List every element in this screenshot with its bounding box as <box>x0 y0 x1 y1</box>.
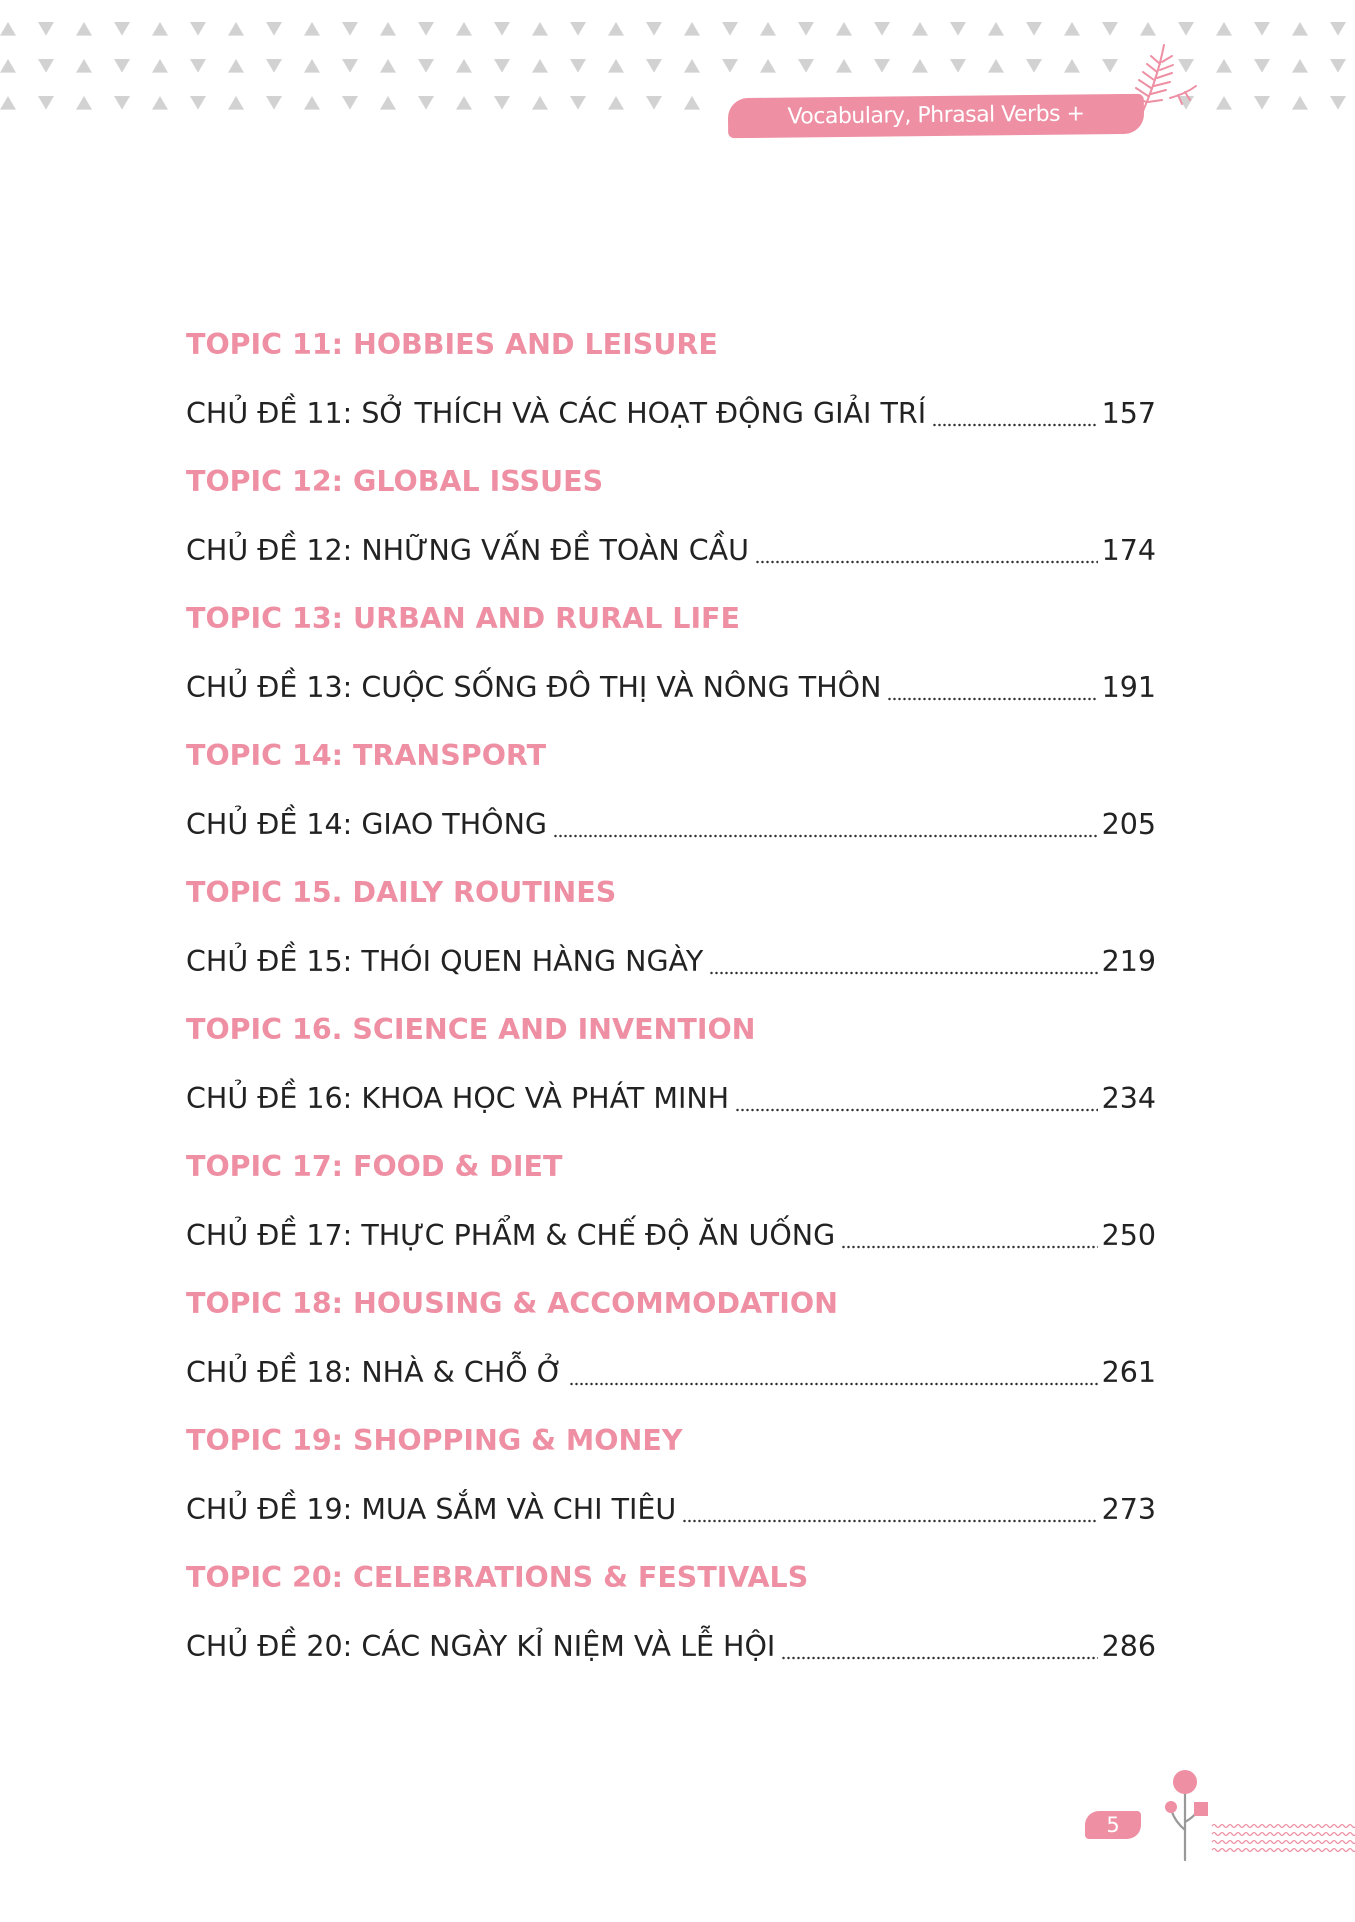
triangle-up-shape <box>684 96 700 110</box>
triangle-down-shape <box>38 96 54 110</box>
triangle-down-shape <box>1026 22 1042 36</box>
triangle-down-shape <box>1026 59 1042 73</box>
toc-entry <box>186 1549 1156 1686</box>
chapter-title: CHỦ ĐỀ 11: SỞ THÍCH VÀ CÁC HOẠT ĐỘNG GIẢI TRÍ <box>186 397 927 430</box>
triangle-up-shape <box>608 22 624 36</box>
triangle-down-shape <box>342 96 358 110</box>
triangle-down-shape <box>798 59 814 73</box>
triangle-down-shape <box>1330 96 1346 110</box>
triangle-down-shape <box>342 22 358 36</box>
triangle-down-shape <box>114 22 130 36</box>
triangle-down-shape <box>722 22 738 36</box>
triangle-down-shape <box>798 22 814 36</box>
triangle-up-shape <box>456 22 472 36</box>
triangle-up-shape <box>988 59 1004 73</box>
toc-entry <box>186 864 1156 1001</box>
triangle-up-shape <box>532 22 548 36</box>
wave-line <box>1212 1825 1355 1828</box>
triangle-up-shape <box>0 96 16 110</box>
triangle-down-shape <box>190 96 206 110</box>
chapter-line <box>186 1196 1156 1275</box>
chapter-title: CHỦ ĐỀ 15: THÓI QUEN HÀNG NGÀY <box>186 945 704 978</box>
wave-line <box>1212 1833 1355 1836</box>
triangle-up-shape <box>228 96 244 110</box>
header-banner <box>728 94 1144 169</box>
chapter-line <box>186 922 1156 1001</box>
triangle-down-shape <box>418 59 434 73</box>
chapter-line <box>186 1470 1156 1549</box>
dot-leader <box>553 834 1098 838</box>
chapter-line <box>186 1333 1156 1412</box>
triangle-up-shape <box>760 59 776 73</box>
page-number: 261 <box>1101 1356 1156 1389</box>
triangle-up-shape <box>380 59 396 73</box>
triangle-up-shape <box>1292 22 1308 36</box>
triangle-down-shape <box>494 59 510 73</box>
triangle-up-shape <box>456 96 472 110</box>
dot-leader <box>841 1245 1097 1249</box>
chapter-line <box>186 648 1156 727</box>
triangle-down-shape <box>646 96 662 110</box>
chapter-title: CHỦ ĐỀ 14: GIAO THÔNG <box>186 808 547 841</box>
dot-leader <box>735 1108 1097 1112</box>
triangle-down-shape <box>38 22 54 36</box>
triangle-up-shape <box>988 22 1004 36</box>
toc-entry <box>186 1138 1156 1275</box>
triangle-up-shape <box>608 96 624 110</box>
triangle-down-shape <box>646 59 662 73</box>
chapter-line <box>186 1059 1156 1138</box>
page-number: 286 <box>1101 1630 1156 1663</box>
dot-leader <box>932 423 1097 427</box>
chapter-title: CHỦ ĐỀ 20: CÁC NGÀY KỈ NIỆM VÀ LỄ HỘI <box>186 1630 776 1663</box>
page-number: 205 <box>1101 808 1156 841</box>
triangle-down-shape <box>1330 22 1346 36</box>
page-number-badge: 5 <box>1085 1811 1141 1839</box>
triangle-up-shape <box>1064 59 1080 73</box>
chapter-title: CHỦ ĐỀ 19: MUA SẮM VÀ CHI TIÊU <box>186 1493 677 1526</box>
triangle-down-shape <box>38 59 54 73</box>
triangle-up-shape <box>76 22 92 36</box>
chapter-title: CHỦ ĐỀ 18: NHÀ & CHỖ Ở <box>186 1356 563 1389</box>
topic-heading: TOPIC 13: URBAN AND RURAL LIFE <box>186 602 740 635</box>
chapter-title: CHỦ ĐỀ 17: THỰC PHẨM & CHẾ ĐỘ ĂN UỐNG <box>186 1219 836 1252</box>
toc-entry <box>186 727 1156 864</box>
triangle-down-shape <box>494 96 510 110</box>
triangle-up-shape <box>76 96 92 110</box>
triangle-up-shape <box>1140 22 1156 36</box>
triangle-up-shape <box>0 22 16 36</box>
triangle-down-shape <box>266 96 282 110</box>
triangle-down-shape <box>722 59 738 73</box>
topic-heading: TOPIC 17: FOOD & DIET <box>186 1150 563 1183</box>
triangle-up-shape <box>684 22 700 36</box>
dot-leader <box>887 697 1097 701</box>
table-of-contents <box>186 316 1156 1686</box>
triangle-up-shape <box>304 22 320 36</box>
wave-line <box>1212 1841 1355 1844</box>
page-number: 219 <box>1101 945 1156 978</box>
chapter-title: CHỦ ĐỀ 13: CUỘC SỐNG ĐÔ THỊ VÀ NÔNG THÔN <box>186 671 882 704</box>
dot-leader <box>781 1656 1097 1660</box>
page-number: 157 <box>1101 397 1156 430</box>
triangle-up-shape <box>1216 96 1232 110</box>
chapter-title: CHỦ ĐỀ 16: KHOA HỌC VÀ PHÁT MINH <box>186 1082 730 1115</box>
triangle-up-shape <box>228 59 244 73</box>
triangle-down-shape <box>418 22 434 36</box>
triangle-down-shape <box>570 22 586 36</box>
tree-ornament-icon <box>1150 1760 1355 1870</box>
page-number: 174 <box>1101 534 1156 567</box>
triangle-down-shape <box>1254 22 1270 36</box>
page-number: 250 <box>1101 1219 1156 1252</box>
topic-heading: TOPIC 14: TRANSPORT <box>186 739 547 772</box>
chapter-line <box>186 374 1156 453</box>
triangle-down-shape <box>1178 22 1194 36</box>
triangle-down-shape <box>646 22 662 36</box>
triangle-up-shape <box>532 59 548 73</box>
dot-leader <box>709 971 1097 975</box>
triangle-down-shape <box>494 22 510 36</box>
triangle-up-shape <box>912 22 928 36</box>
topic-heading: TOPIC 15. DAILY ROUTINES <box>186 876 617 909</box>
running-header-text: Vocabulary, Phrasal Verbs + Collocations <box>787 101 1085 169</box>
dot-leader <box>682 1519 1097 1523</box>
triangle-down-shape <box>114 59 130 73</box>
triangle-down-shape <box>950 22 966 36</box>
triangle-up-shape <box>912 59 928 73</box>
triangle-up-shape <box>456 59 472 73</box>
dot-leader <box>755 560 1098 564</box>
triangle-up-shape <box>0 59 16 73</box>
triangle-down-shape <box>190 22 206 36</box>
triangle-down-shape <box>266 59 282 73</box>
toc-entry <box>186 590 1156 727</box>
triangle-down-shape <box>874 22 890 36</box>
triangle-up-shape <box>684 59 700 73</box>
triangle-up-shape <box>1216 22 1232 36</box>
triangle-down-shape <box>950 59 966 73</box>
page-number: 273 <box>1101 1493 1156 1526</box>
triangle-up-shape <box>304 96 320 110</box>
chapter-line <box>186 785 1156 864</box>
triangle-down-shape <box>342 59 358 73</box>
page-number: 191 <box>1101 671 1156 704</box>
topic-heading: TOPIC 19: SHOPPING & MONEY <box>186 1424 683 1457</box>
triangle-down-shape <box>266 22 282 36</box>
triangle-down-shape <box>1254 96 1270 110</box>
toc-entry <box>186 1275 1156 1412</box>
triangle-down-shape <box>1102 59 1118 73</box>
triangle-down-shape <box>1330 59 1346 73</box>
toc-entry <box>186 453 1156 590</box>
chapter-title: CHỦ ĐỀ 12: NHỮNG VẤN ĐỀ TOÀN CẦU <box>186 534 749 567</box>
triangle-up-shape <box>1064 22 1080 36</box>
toc-entry <box>186 316 1156 453</box>
toc-entry <box>186 1001 1156 1138</box>
triangle-down-shape <box>114 96 130 110</box>
topic-heading: TOPIC 20: CELEBRATIONS & FESTIVALS <box>186 1561 809 1594</box>
triangle-down-shape <box>570 59 586 73</box>
topic-heading: TOPIC 11: HOBBIES AND LEISURE <box>186 328 718 361</box>
triangle-up-shape <box>380 96 396 110</box>
triangle-down-shape <box>190 59 206 73</box>
triangle-up-shape <box>380 22 396 36</box>
triangle-up-shape <box>152 59 168 73</box>
triangle-down-shape <box>1254 59 1270 73</box>
triangle-up-shape <box>152 22 168 36</box>
triangle-up-shape <box>304 59 320 73</box>
triangle-up-shape <box>228 22 244 36</box>
topic-heading: TOPIC 16. SCIENCE AND INVENTION <box>186 1013 756 1046</box>
triangle-up-shape <box>1292 96 1308 110</box>
topic-heading: TOPIC 12: GLOBAL ISSUES <box>186 465 604 498</box>
triangle-up-shape <box>1292 59 1308 73</box>
triangle-down-shape <box>1102 22 1118 36</box>
triangle-down-shape <box>874 59 890 73</box>
triangle-down-shape <box>418 96 434 110</box>
triangle-up-shape <box>1216 59 1232 73</box>
chapter-line <box>186 511 1156 590</box>
page-number: 234 <box>1101 1082 1156 1115</box>
triangle-up-shape <box>532 96 548 110</box>
triangle-up-shape <box>152 96 168 110</box>
triangle-up-shape <box>760 22 776 36</box>
topic-heading: TOPIC 18: HOUSING & ACCOMMODATION <box>186 1287 838 1320</box>
toc-entry <box>186 1412 1156 1549</box>
triangle-up-shape <box>76 59 92 73</box>
triangle-up-shape <box>608 59 624 73</box>
chapter-line <box>186 1607 1156 1686</box>
triangle-up-shape <box>836 59 852 73</box>
wave-line <box>1212 1849 1355 1852</box>
dot-leader <box>569 1382 1098 1386</box>
triangle-down-shape <box>570 96 586 110</box>
triangle-up-shape <box>836 22 852 36</box>
